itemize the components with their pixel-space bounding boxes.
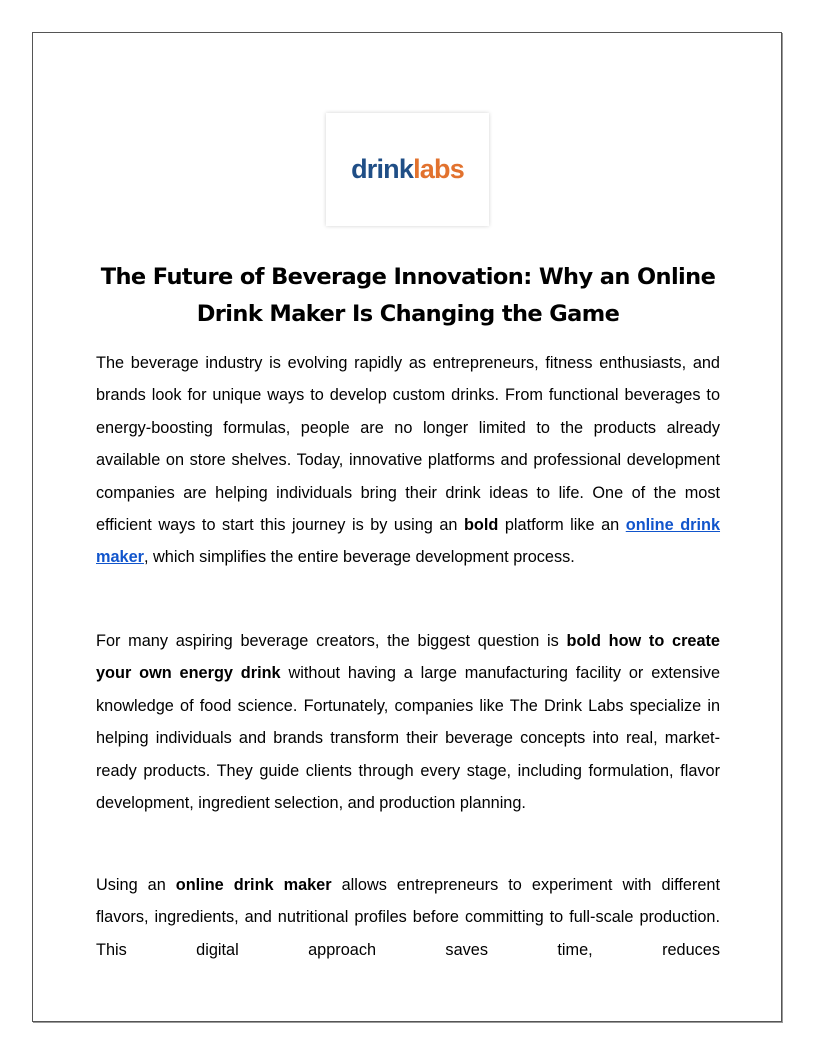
logo-wordmark — [351, 156, 464, 183]
bold-label: bold — [463, 516, 499, 535]
logo-labs-text: labs — [413, 154, 464, 184]
online-drink-maker-bold: online drink maker — [175, 876, 332, 894]
paragraph-online-maker-end: allows entrepreneurs to experiment with different flavors, ingredients, and nutritional profiles before committing to full-scale production. This digital approach saves time, reduces — [96, 876, 720, 959]
paragraph-energy-drink-text: For many aspiring beverage creators, the biggest question is — [96, 632, 567, 650]
paragraph-intro-end: , which simplifies the entire beverage development process. — [143, 548, 575, 567]
paragraph-online-maker — [96, 869, 720, 966]
paragraph-online-maker-text: Using an — [96, 876, 176, 894]
paragraph-intro-mid: platform like an — [498, 516, 626, 535]
energy-drink-bold: bold how to create your own energy drink — [96, 632, 720, 683]
drinklabs-logo — [326, 113, 489, 226]
logo-drink-text: drink — [351, 154, 414, 184]
paragraph-intro — [96, 347, 720, 574]
paragraph-energy-drink — [96, 625, 720, 819]
paragraph-intro-text: The beverage industry is evolving rapidly as entrepreneurs, fitness enthusiasts, and brands look for unique ways to develop custom drinks. From functional beverages to energy-boosting formulas, people are no longer limited to the products already available on store shelves. Today, innovative platforms and professional development companies are helping individuals bring their drink ideas to life. One of the most efficient ways to start this journey is by using an — [96, 354, 720, 535]
article-title: The Future of Beverage Innovation: Why an Online Drink Maker Is Changing the Game — [100, 264, 716, 327]
online-drink-maker-link[interactable]: online drink maker — [96, 516, 721, 567]
paragraph-energy-drink-end: without having a large manufacturing facility or extensive knowledge of food science. Fortunately, companies like The Drink Labs specialize in helping individuals and brands transform their beverage concepts into real, market-ready products. They guide clients through every stage, including formulation, flavor development, ingredient selection, and production planning. — [96, 664, 720, 813]
